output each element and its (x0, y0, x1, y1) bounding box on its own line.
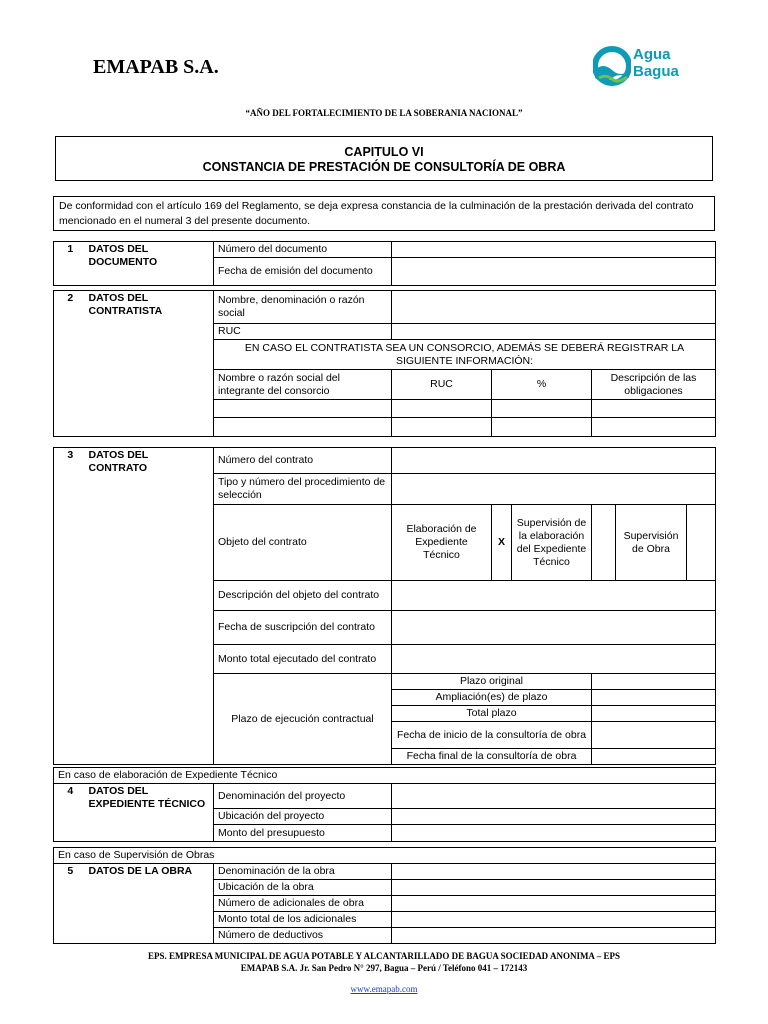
motto: “AÑO DEL FORTALECIMIENTO DE LA SOBERANIA NACIONAL” (245, 108, 523, 118)
logo-word-bagua: Bagua (633, 63, 679, 80)
column-header: Nombre o razón social del integrante del consorcio (214, 370, 392, 400)
water-drop-icon (593, 46, 631, 86)
section-title: DATOS DEL CONTRATO (87, 448, 214, 765)
field-label: Denominación del proyecto (214, 784, 392, 809)
column-header: RUC (392, 370, 492, 400)
table-cell[interactable] (592, 400, 716, 418)
field-label: RUC (214, 324, 392, 340)
field-value[interactable] (392, 825, 716, 842)
field-label: Número del documento (214, 242, 392, 258)
agua-bagua-logo (593, 46, 703, 88)
table-cell[interactable] (214, 418, 392, 437)
field-label: Monto total de los adicionales (214, 912, 392, 928)
footer-company: EPS. EMPRESA MUNICIPAL DE AGUA POTABLE Y ALCANTARILLADO DE BAGUA SOCIEDAD ANONIMA – EPS (148, 951, 620, 961)
field-value[interactable] (392, 784, 716, 809)
option-supervision-obra: Supervisión de Obra (616, 505, 687, 581)
plazo-value[interactable] (592, 749, 716, 765)
plazo-label: Plazo original (392, 674, 592, 690)
field-value[interactable] (392, 928, 716, 944)
option-supervision-elaboracion: Supervisión de la elaboración del Expediente Técnico (512, 505, 592, 581)
option-mark[interactable] (592, 505, 616, 581)
section-number: 3 (54, 448, 87, 765)
table-cell[interactable] (392, 400, 492, 418)
website-link[interactable]: www.emapab.com (350, 984, 418, 994)
document-title: CONSTANCIA DE PRESTACIÓN DE CONSULTORÍA DE OBRA (202, 160, 566, 174)
field-value[interactable] (392, 258, 716, 286)
company-name: EMAPAB S.A. (93, 56, 219, 78)
option-elaboracion: Elaboración de Expediente Técnico (392, 505, 492, 581)
field-value[interactable] (392, 645, 716, 674)
field-label: Ubicación de la obra (214, 880, 392, 896)
intro-paragraph: De conformidad con el artículo 169 del Reglamento, se deja expresa constancia de la culminación de la prestación derivada del contrato mencionado en el numeral 3 del presente documento. (53, 196, 715, 231)
table-cell[interactable] (214, 400, 392, 418)
table-cell[interactable] (492, 418, 592, 437)
column-header: % (492, 370, 592, 400)
plazo-label: Total plazo (392, 706, 592, 722)
section-4-table (53, 767, 716, 842)
section-3-table (53, 447, 716, 765)
logo-text (633, 46, 679, 80)
field-value[interactable] (392, 324, 716, 340)
consorcio-note: EN CASO EL CONTRATISTA SEA UN CONSORCIO, ADEMÁS SE DEBERÁ REGISTRAR LA SIGUIENTE INFORMACIÓN: (214, 340, 716, 370)
logo-word-agua: Agua (633, 46, 671, 63)
section-title: DATOS DEL DOCUMENTO (87, 242, 214, 286)
section-title: DATOS DEL CONTRATISTA (87, 291, 214, 437)
plazo-value[interactable] (592, 690, 716, 706)
plazo-label: Ampliación(es) de plazo (392, 690, 592, 706)
option-mark[interactable] (687, 505, 716, 581)
plazo-label: Fecha de inicio de la consultoría de obra (392, 722, 592, 749)
footer-address: EMAPAB S.A. Jr. San Pedro N° 297, Bagua – Perú / Teléfono 041 – 172143 (240, 963, 528, 973)
section-2-table (53, 290, 716, 437)
field-label: Descripción del objeto del contrato (214, 581, 392, 611)
plazo-value[interactable] (592, 706, 716, 722)
field-value[interactable] (392, 581, 716, 611)
field-label: Número de adicionales de obra (214, 896, 392, 912)
field-value[interactable] (392, 611, 716, 645)
section-title: DATOS DE LA OBRA (87, 864, 214, 944)
field-label: Plazo de ejecución contractual (214, 674, 392, 765)
table-cell[interactable] (392, 418, 492, 437)
field-label: Objeto del contrato (214, 505, 392, 581)
field-label: Ubicación del proyecto (214, 809, 392, 825)
field-label: Número del contrato (214, 448, 392, 474)
section-caption: En caso de elaboración de Expediente Técnico (54, 768, 716, 784)
field-label: Fecha de suscripción del contrato (214, 611, 392, 645)
field-value[interactable] (392, 448, 716, 474)
field-value[interactable] (392, 896, 716, 912)
section-number: 1 (54, 242, 87, 286)
field-label: Número de deductivos (214, 928, 392, 944)
option-mark[interactable]: X (492, 505, 512, 581)
field-label: Monto del presupuesto (214, 825, 392, 842)
field-label: Fecha de emisión del documento (214, 258, 392, 286)
plazo-value[interactable] (592, 722, 716, 749)
document-title-box (55, 136, 713, 181)
section-number: 4 (54, 784, 87, 842)
chapter-label: CAPITULO VI (344, 145, 424, 159)
field-value[interactable] (392, 291, 716, 324)
section-caption: En caso de Supervisión de Obras (54, 848, 716, 864)
column-header: Descripción de las obligaciones (592, 370, 716, 400)
field-value[interactable] (392, 912, 716, 928)
section-number: 5 (54, 864, 87, 944)
section-number: 2 (54, 291, 87, 437)
field-label: Tipo y número del procedimiento de selección (214, 474, 392, 505)
field-label: Nombre, denominación o razón social (214, 291, 392, 324)
plazo-value[interactable] (592, 674, 716, 690)
section-1-table (53, 241, 716, 286)
section-5-table (53, 847, 716, 944)
field-value[interactable] (392, 809, 716, 825)
plazo-label: Fecha final de la consultoría de obra (392, 749, 592, 765)
field-value[interactable] (392, 242, 716, 258)
table-cell[interactable] (492, 400, 592, 418)
field-label: Denominación de la obra (214, 864, 392, 880)
field-label: Monto total ejecutado del contrato (214, 645, 392, 674)
footer (0, 950, 768, 974)
section-title: DATOS DEL EXPEDIENTE TÉCNICO (87, 784, 214, 842)
field-value[interactable] (392, 474, 716, 505)
table-cell[interactable] (592, 418, 716, 437)
field-value[interactable] (392, 880, 716, 896)
field-value[interactable] (392, 864, 716, 880)
